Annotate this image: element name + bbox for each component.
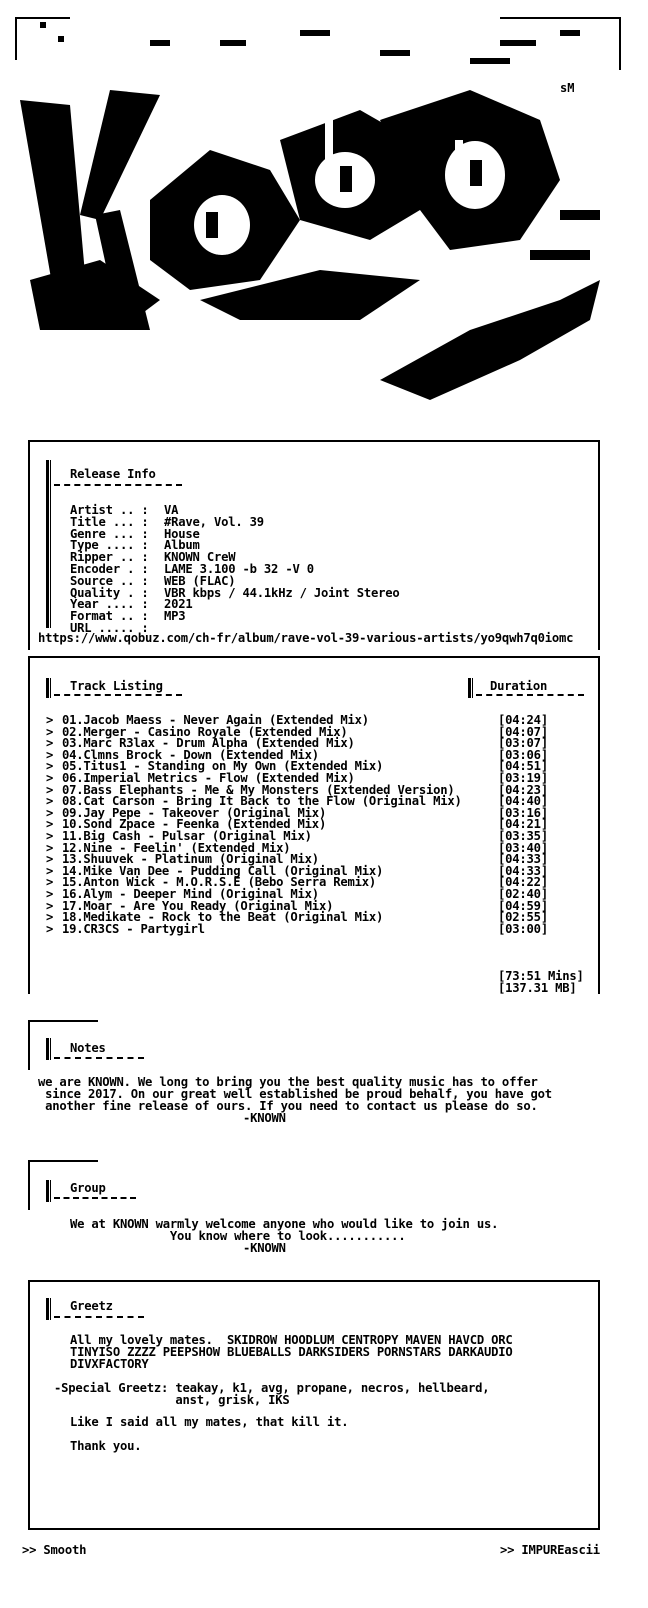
- artist-signature: sM: [560, 81, 575, 95]
- release-field-label: Genre ... :: [70, 526, 149, 541]
- track-duration: [04:33]: [498, 852, 548, 867]
- total-time: [73:51 Mins]: [498, 969, 584, 983]
- track-bullet: >: [46, 817, 54, 832]
- track-bullet: >: [46, 759, 54, 774]
- track-bullet: >: [46, 875, 54, 890]
- track-duration: [03:00]: [498, 921, 548, 936]
- release-field-value: MP3: [164, 609, 186, 624]
- track-duration: [04:23]: [498, 782, 548, 797]
- release-field-label: URL ..... :: [70, 621, 149, 635]
- release-field-value: 2021: [164, 597, 193, 612]
- track-bullet: >: [46, 829, 54, 843]
- notes-line-2: since 2017. On our great well established be proud behalf, you have got: [38, 1087, 552, 1101]
- track-bullet: >: [46, 887, 54, 901]
- track-title: 07.Bass Elephants - Me & My Monsters (Extended Version): [62, 782, 455, 797]
- group-signature: -KNOWN: [243, 1241, 286, 1255]
- track-bullet: >: [46, 805, 54, 820]
- group-line-1: We at KNOWN warmly welcome anyone who would like to join us.: [70, 1217, 499, 1231]
- release-field-value: House: [164, 526, 200, 541]
- track-title: 19.CR3CS - Partygirl: [62, 921, 205, 936]
- greetz-line-3: DIVXFACTORY: [70, 1357, 149, 1371]
- known-ascii-logo: [0, 0, 648, 440]
- release-field-value: Album: [164, 538, 200, 553]
- track-bullet: >: [46, 713, 54, 727]
- total-size: [137.31 MB]: [498, 981, 577, 995]
- release-info-heading: Release Info: [70, 467, 156, 481]
- track-duration: [04:22]: [498, 875, 548, 890]
- footer-right-credit: >> IMPUREascii: [500, 1543, 600, 1557]
- release-field-value: VBR kbps / 44.1kHz / Joint Stereo: [164, 585, 400, 600]
- track-duration: [03:35]: [498, 829, 548, 843]
- track-title: 18.Medikate - Rock to the Beat (Original Mix): [62, 910, 384, 925]
- release-field-label: Year .... :: [70, 597, 149, 612]
- greetz-line-2: TINYISO ZZZZ PEEPSHOW BLUEBALLS DARKSIDERS PORNSTARS DARKAUDIO: [70, 1345, 513, 1359]
- release-field-label: Quality . :: [70, 585, 149, 600]
- release-url[interactable]: https://www.qobuz.com/ch-fr/album/rave-vol-39-various-artists/yo9qwh7q0iomc: [38, 631, 574, 645]
- notes-line-3: another fine release of ours. If you need to contact us please do so.: [38, 1099, 538, 1113]
- track-bullet: >: [46, 910, 54, 925]
- track-duration: [03:07]: [498, 736, 548, 751]
- track-title: 09.Jay Pepe - Takeover (Original Mix): [62, 805, 327, 820]
- track-title: 14.Mike Van Dee - Pudding Call (Original Mix): [62, 863, 384, 878]
- release-field-label: Type .... :: [70, 538, 149, 553]
- track-duration: [03:40]: [498, 840, 548, 855]
- group-line-2: You know where to look...........: [70, 1229, 406, 1243]
- greetz-line-1: All my lovely mates. SKIDROW HOODLUM CENTROPY MAVEN HAVCD ORC: [70, 1333, 513, 1347]
- release-field-value: WEB (FLAC): [164, 573, 236, 588]
- track-duration: [03:16]: [498, 805, 548, 820]
- track-title: 01.Jacob Maess - Never Again (Extended Mix): [62, 713, 369, 727]
- track-title: 17.Moar - Are You Ready (Original Mix): [62, 898, 334, 913]
- special-greetz-line-2: anst, grisk, IKS: [54, 1393, 290, 1407]
- track-duration: [04:59]: [498, 898, 548, 913]
- greetz-closing-2: Thank you.: [70, 1439, 142, 1453]
- track-bullet: >: [46, 852, 54, 867]
- track-title: 06.Imperial Metrics - Flow (Extended Mix): [62, 771, 355, 785]
- special-greetz-line-1: -Special Greetz: teakay, k1, avg, propane, necros, hellbeard,: [54, 1381, 490, 1395]
- track-title: 11.Big Cash - Pulsar (Original Mix): [62, 829, 312, 843]
- track-duration: [02:40]: [498, 887, 548, 901]
- track-title: 12.Nine - Feelin' (Extended Mix): [62, 840, 291, 855]
- track-title: 02.Merger - Casino Royale (Extended Mix): [62, 724, 348, 739]
- footer-left-credit: >> Smooth: [22, 1543, 87, 1557]
- track-bullet: >: [46, 794, 54, 809]
- track-listing-heading: Track Listing: [70, 679, 163, 693]
- track-title: 03.Marc R3lax - Drum Alpha (Extended Mix): [62, 736, 355, 751]
- release-field-label: Format .. :: [70, 609, 149, 624]
- greetz-closing-1: Like I said all my mates, that kill it.: [70, 1415, 349, 1429]
- track-duration: [04:40]: [498, 794, 548, 809]
- track-bullet: >: [46, 921, 54, 936]
- release-field-label: Title ... :: [70, 514, 149, 529]
- track-title: 04.Clmns Brock - Down (Extended Mix): [62, 747, 319, 762]
- greetz-heading: Greetz: [70, 1299, 113, 1313]
- track-bullet: >: [46, 840, 54, 855]
- release-field-label: Ripper .. :: [70, 550, 149, 565]
- track-duration: [04:24]: [498, 713, 548, 727]
- track-title: 16.Alym - Deeper Mind (Original Mix): [62, 887, 319, 901]
- release-field-value: LAME 3.100 -b 32 -V 0: [164, 562, 314, 576]
- notes-signature: -KNOWN: [243, 1111, 286, 1125]
- track-title: 13.Shuuvek - Platinum (Original Mix): [62, 852, 319, 867]
- release-field-label: Source .. :: [70, 573, 149, 588]
- notes-line-1: we are KNOWN. We long to bring you the best quality music has to offer: [38, 1075, 538, 1089]
- track-title: 10.Sond Zpace - Feenka (Extended Mix): [62, 817, 327, 832]
- duration-heading: Duration: [490, 679, 548, 693]
- release-field-value: VA: [164, 503, 179, 517]
- track-duration: [03:19]: [498, 771, 548, 785]
- track-title: 08.Cat Carson - Bring It Back to the Flow (Original Mix): [62, 794, 462, 809]
- track-bullet: >: [46, 782, 54, 797]
- track-bullet: >: [46, 863, 54, 878]
- track-duration: [04:07]: [498, 724, 548, 739]
- track-title: 05.Titus1 - Standing on My Own (Extended Mix): [62, 759, 384, 774]
- notes-heading: Notes: [70, 1041, 106, 1055]
- track-title: 15.Anton Wick - M.O.R.S.E (Bebo Serra Remix): [62, 875, 377, 890]
- release-field-value: #Rave, Vol. 39: [164, 514, 264, 529]
- track-duration: [04:51]: [498, 759, 548, 774]
- track-bullet: >: [46, 898, 54, 913]
- release-field-label: Encoder . :: [70, 562, 149, 576]
- track-duration: [02:55]: [498, 910, 548, 925]
- track-duration: [03:06]: [498, 747, 548, 762]
- track-bullet: >: [46, 724, 54, 739]
- release-field-value: KNOWN CreW: [164, 550, 236, 565]
- track-bullet: >: [46, 736, 54, 751]
- release-field-label: Artist .. :: [70, 503, 149, 517]
- track-bullet: >: [46, 747, 54, 762]
- track-duration: [04:21]: [498, 817, 548, 832]
- track-duration: [04:33]: [498, 863, 548, 878]
- track-bullet: >: [46, 771, 54, 785]
- group-heading: Group: [70, 1181, 106, 1195]
